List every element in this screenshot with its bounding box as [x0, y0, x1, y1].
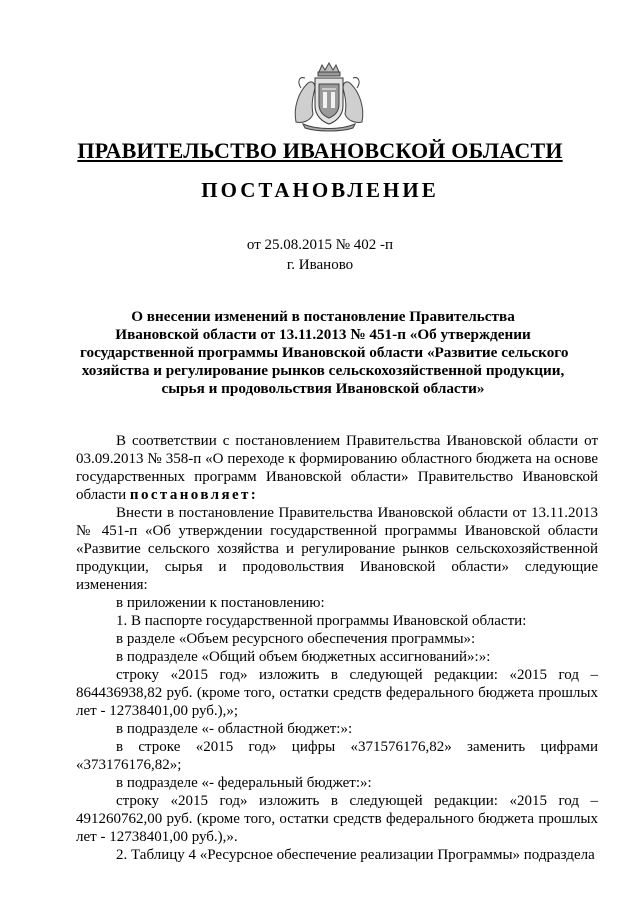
body-paragraph: в приложении к постановлению: [116, 595, 325, 611]
body-paragraph: в подразделе «- областной бюджет:»: [116, 721, 353, 737]
body-paragraph: в подразделе «Общий объем бюджетных ассигнований»:»: [116, 649, 491, 665]
government-title: ПРАВИТЕЛЬСТВО ИВАНОВСКОЙ ОБЛАСТИ [77, 138, 563, 163]
body-paragraph: 2. Таблицу 4 «Ресурсное обеспечение реализации Программы» подраздела [116, 847, 595, 863]
date-number: от 25.08.2015 № 402 -п [246, 237, 394, 253]
preamble-paragraph [76, 432, 598, 504]
body-paragraph: Внести в постановление Правительства Ивановской области от 13.11.2013 № 451-п «Об утверждении государственной программы Ивановской области «Развитие сельского хозяйства и регулирование рынков сельскохозяйственной продукции, сырья и продовольствия Ивановской области» следующие изменения: [76, 505, 598, 593]
body-paragraph: строку «2015 год» изложить в следующей редакции: «2015 год – 491260762,00 руб. (кроме того, остатки средств федерального бюджета прошлых лет - 12738401,00 руб.),». [76, 793, 598, 845]
subject-line: хозяйства и регулирование рынков сельскохозяйственной продукции, [81, 362, 565, 379]
body-paragraph: в строке «2015 год» цифры «371576176,82» заменить цифрами «373176176,82»; [76, 739, 598, 773]
coat-of-arms-emblem [291, 62, 367, 132]
body-paragraph: 1. В паспорте государственной программы Ивановской области: [116, 613, 527, 629]
preamble-text: В соответствии с постановлением Правительства Ивановской области от 03.09.2013 № 358-п «О переходе к формированию областного бюджета на основе государственных программ Ивановской области» Правительство Ивановской области [76, 433, 598, 503]
resolution-subject [80, 308, 569, 398]
document-type: ПОСТАНОВЛЕНИЕ [201, 178, 439, 202]
document-body [76, 432, 598, 864]
subject-line: О внесении изменений в постановление Правительства [131, 308, 515, 325]
body-paragraph: в разделе «Объем ресурсного обеспечения программы»: [116, 631, 476, 647]
body-paragraph: в подразделе «- федеральный бюджет:»: [116, 775, 372, 791]
city: г. Иваново [286, 257, 354, 273]
body-paragraph: строку «2015 год» изложить в следующей редакции: «2015 год – 864436938,82 руб. (кроме того, остатки средств федерального бюджета прошлых лет - 12738401,00 руб.),»; [76, 667, 598, 719]
subject-line: государственной программы Ивановской области «Развитие сельского [80, 344, 569, 361]
decree-word: постановляет: [129, 487, 259, 503]
subject-line: сырья и продовольствия Ивановской области» [161, 380, 485, 397]
subject-line: Ивановской области от 13.11.2013 № 451-п «Об утверждении [115, 326, 531, 343]
